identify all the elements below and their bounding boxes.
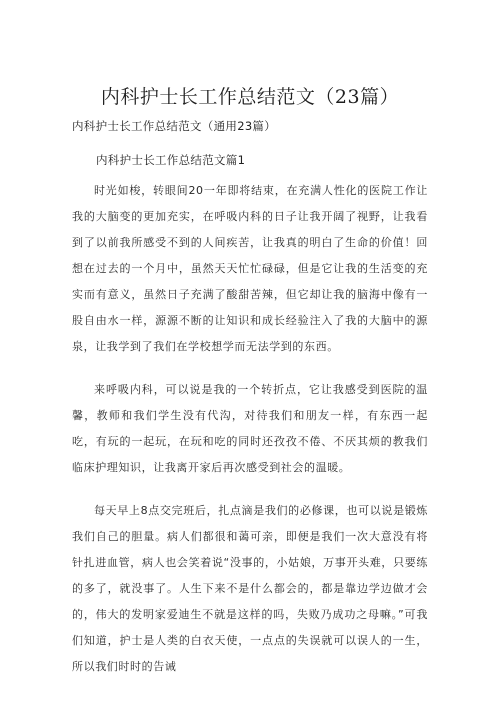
document-body	[72, 178, 428, 697]
document-title: 内科护士长工作总结范文（23篇）	[100, 86, 400, 108]
paragraph-3: 每天早上8点交完班后，扎点滴是我们的必修课，也可以说是锻炼我们自己的胆量。病人们都很和蔼可亲，即便是我们一次大意没有将针扎进血管，病人也会笑着说“没事的，小姑娘，万事开头难，只要练的多了，就没事了。人生下来不是什么都会的，都是靠边学边做才会的，伟大的发明家爱迪生不就是这样的吗，失败乃成功之母嘛。”可我们知道，护士是人类的白衣天使，一点点的失误就可以误人的一生，所以我们时时的告诫	[72, 504, 428, 673]
section-heading: 内科护士长工作总结范文篇1	[96, 153, 246, 167]
document-subtitle: 内科护士长工作总结范文（通用23篇）	[72, 119, 277, 133]
paragraph-1: 时光如梭，转眼间20一年即将结束，在充满人性化的医院工作让我的大脑变的更加充实，在呼吸内科的日子让我开阔了视野，让我看到了以前我所感受不到的人间疾苦，让我真的明白了生命的价值！回想在过去的一个月中，虽然天天忙忙碌碌，但是它让我的生活变的充实而有意义，虽然日子充满了酸甜苦辣，但它却让我的脑海中像有一股自由水一样，源源不断的让知识和成长经验注入了我的大脑中的源泉，让我学到了我们在学校想学而无法学到的东西。	[72, 184, 428, 353]
paragraph-2: 来呼吸内科，可以说是我的一个转折点，它让我感受到医院的温馨，教师和我们学生没有代沟，对待我们和朋友一样，有东西一起吃，有玩的一起玩，在玩和吃的同时还孜孜不倦、不厌其烦的教我们临床护理知识，让我离开家后再次感受到社会的温暖。	[72, 383, 428, 474]
